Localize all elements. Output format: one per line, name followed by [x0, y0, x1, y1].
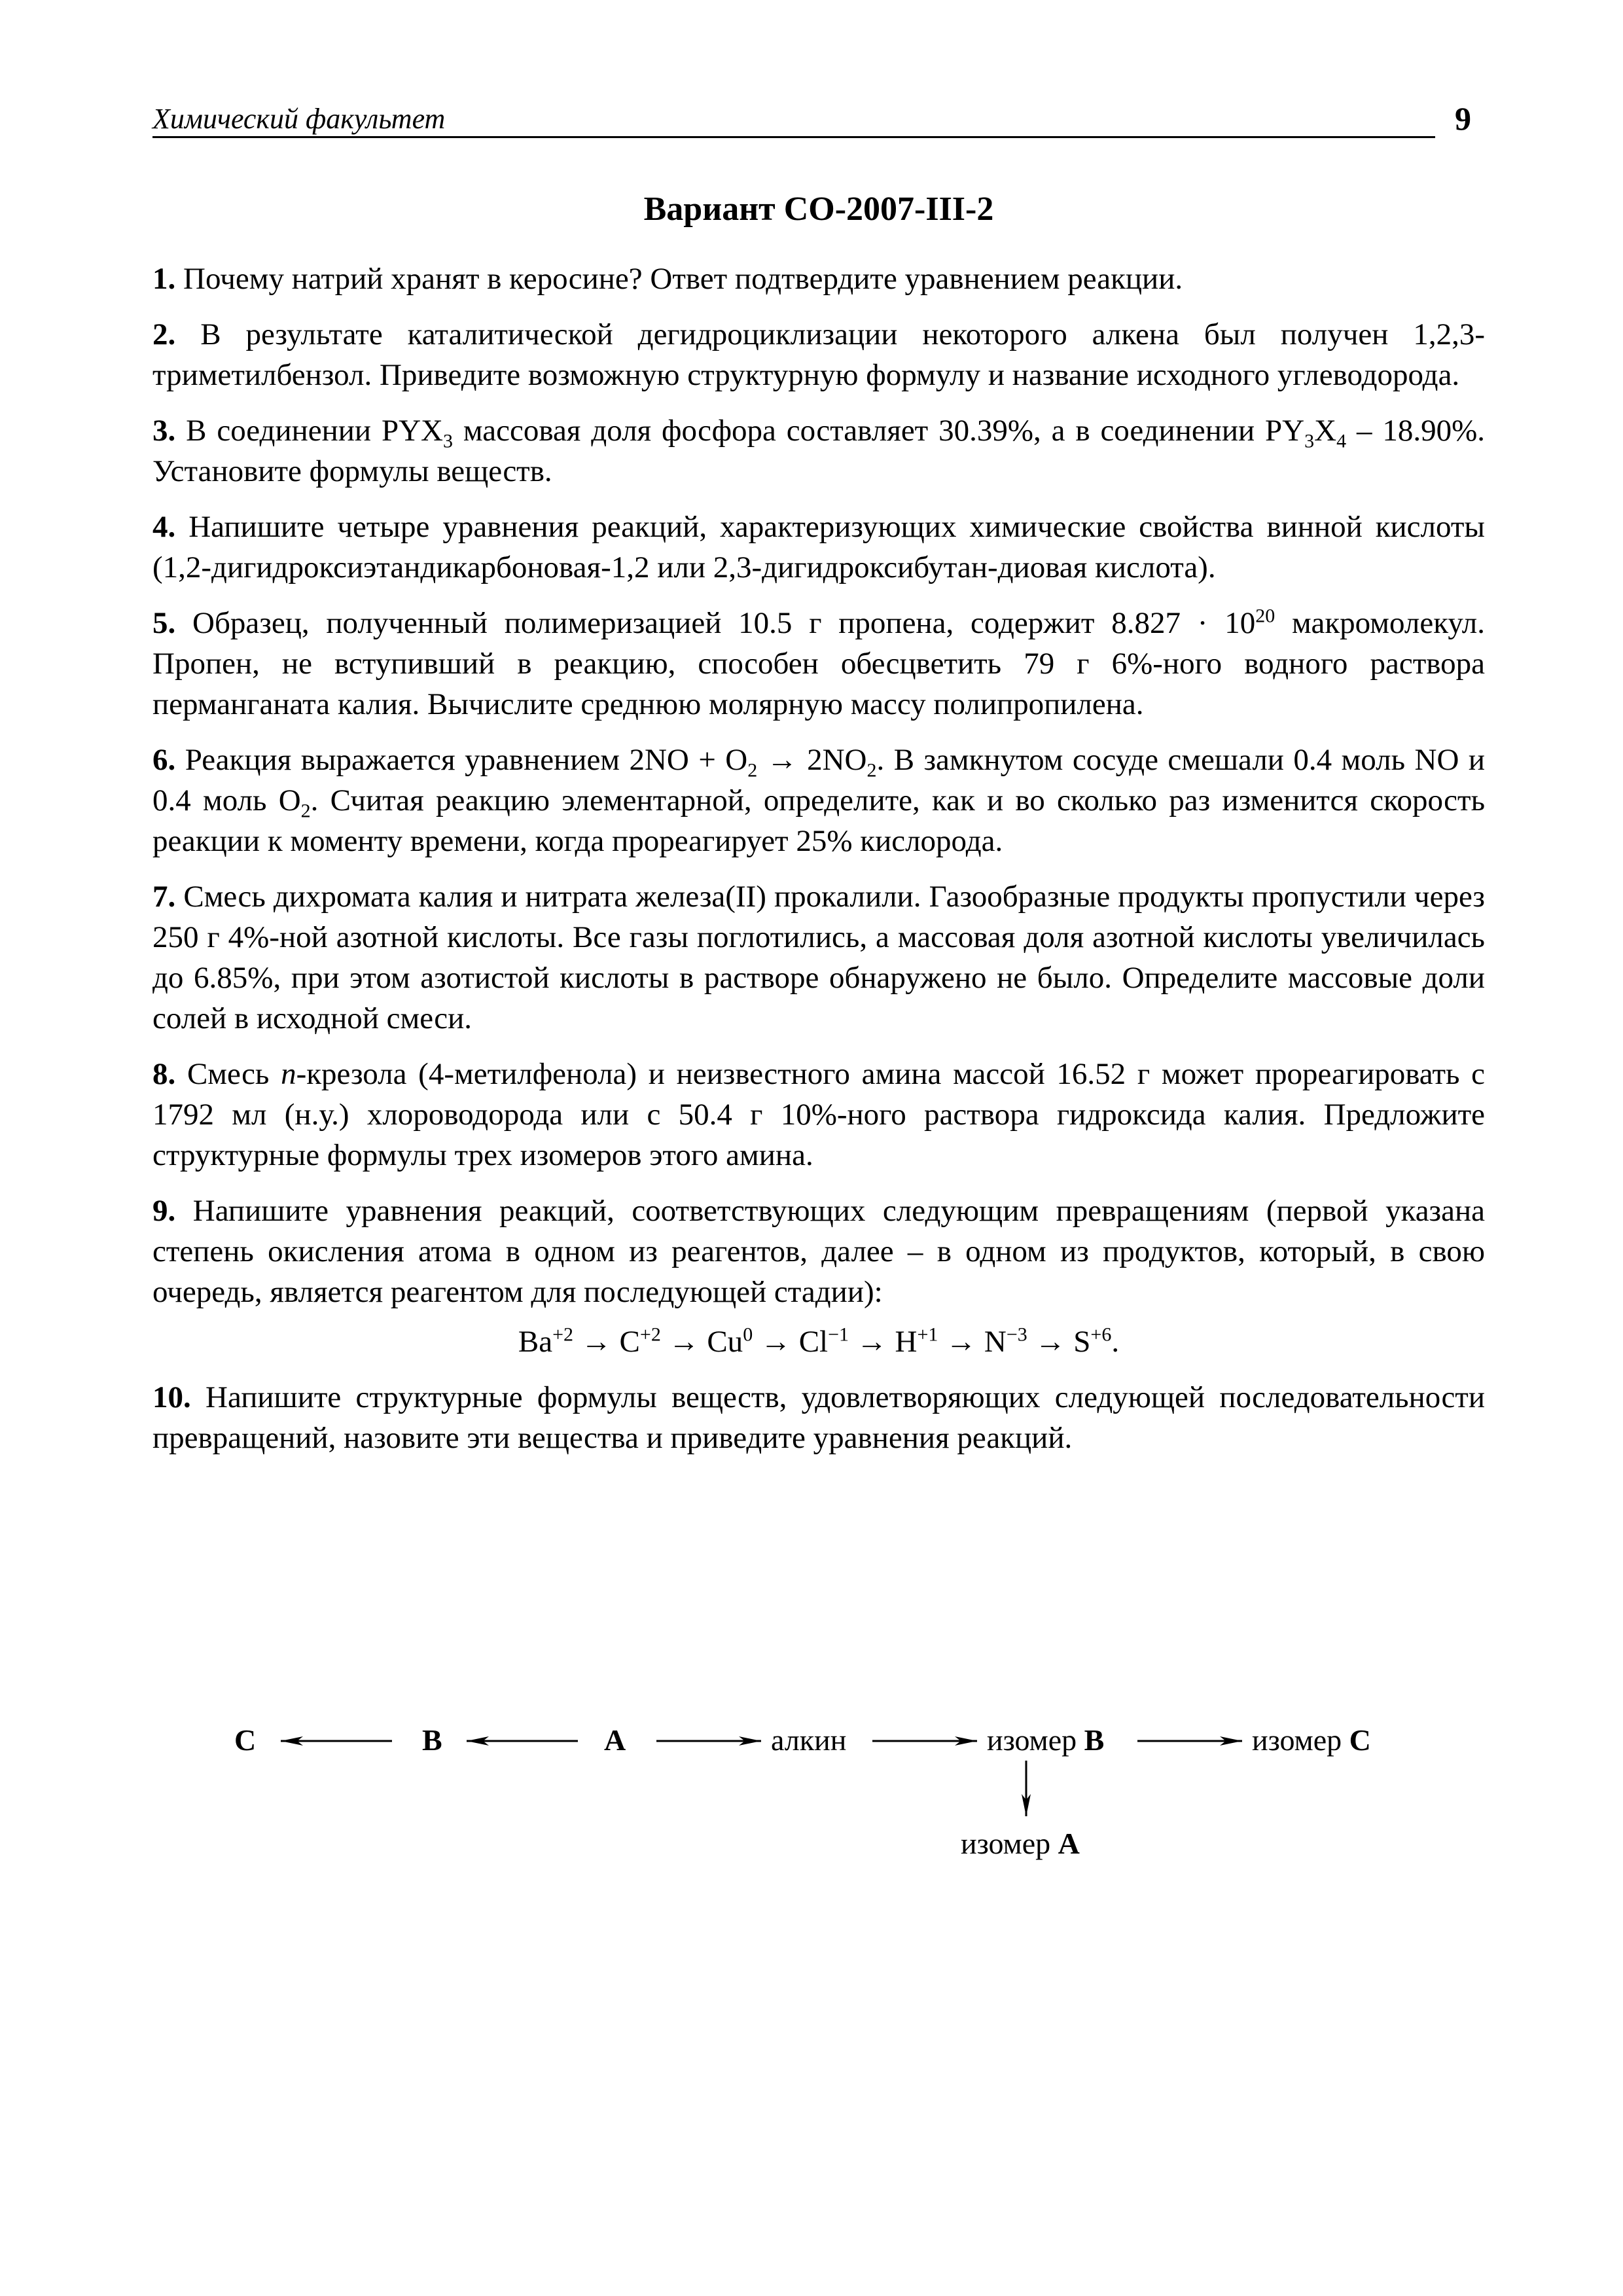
problem-number: 2. [152, 317, 176, 351]
page-number: 9 [1455, 100, 1471, 137]
problem-3 [152, 410, 1485, 492]
problem-number: 8. [152, 1057, 176, 1091]
transformation-scheme [152, 1702, 1485, 1872]
problem-text: Реакция выражается уравнением $2NO + O_2 \to 2NO_2$. В замкнутом сосуде смешали 0.4 моль NO и 0.4 моль $O_2$. Считая реакцию элементарной, определите, как и во сколько раз изменится скорость реакции к моменту времени, когда прореагирует 25% кислорода. [152, 743, 1486, 858]
problem-text: Напишите уравнения реакций, соответствующих следующим превращениям (первой указана степень окисления атома в одном из реагентов, далее – в одном из продуктов, который, в свою очередь, является реагентом для последующей стадии): [152, 1194, 1485, 1309]
problem-number: 9. [152, 1194, 176, 1228]
problem-number: 1. [152, 262, 176, 296]
problem-7 [152, 876, 1485, 1039]
problem-6 [152, 740, 1485, 861]
problem-9 [152, 1191, 1485, 1362]
problem-text: Образец, полученный полимеризацией 10.5 г пропена, содержит $8.827 \cdot 10^{20}$ макромолекул. Пропен, не вступивший в реакцию, способен обесцветить 79 г 6%-ного водного раствора перманганата калия. Вычислите среднюю молярную массу полипропилена. [152, 605, 1485, 721]
isomer-c-label: изомер C [1252, 1723, 1371, 1757]
variant-title: Вариант СО-2007-III-2 [643, 190, 994, 228]
problem-number: 3. [152, 414, 176, 448]
compound-b: B [422, 1723, 442, 1757]
department-name: Химический факультет [152, 103, 446, 135]
oxidation-state-chain: $Ba^{+2} \to C^{+2} \to Cu^0 \to Cl^{-1} \to H^{+1} \to N^{-3} \to S^{+6}$. [518, 1323, 1120, 1359]
problem-text: Почему натрий хранят в керосине? Ответ подтвердите уравнением реакции. [175, 262, 1183, 296]
problem-4 [152, 507, 1485, 588]
problem-text: Смесь п-крезола (4-метилфенола) и неизвестного амина массой 16.52 г может прореагировать с 1792 мл (н.у.) хлороводорода или с 50.4 г 10%-ного раствора гидроксида калия. Предложите структурные формулы трех изомеров этого амина. [152, 1057, 1485, 1172]
problem-text: Смесь дихромата калия и нитрата железа(II) прокалили. Газообразные продукты пропустили через 250 г 4%-ной азотной кислоты. Все газы поглотились, а массовая доля азотной кислоты увеличилась до 6.85%, при этом азотистой кислоты в растворе обнаружено не было. Определите массовые доли солей в исходной смеси. [152, 880, 1485, 1035]
problem-5 [152, 603, 1485, 725]
problem-8 [152, 1054, 1485, 1175]
compound-c: C [234, 1723, 257, 1757]
problem-10 [152, 1377, 1485, 1458]
problem-number: 7. [152, 880, 176, 914]
problem-number: 10. [152, 1380, 191, 1414]
problem-text: Напишите структурные формулы веществ, удовлетворяющих следующей последовательности превращений, назовите эти вещества и приведите уравнения реакций. [152, 1380, 1485, 1455]
problem-text: В соединении $PYX_3$ массовая доля фосфора составляет 30.39%, а в соединении $PY_3X_4 - 18.90\%$. Установите формулы веществ. [152, 414, 1485, 488]
problem-number: 4. [152, 510, 176, 544]
running-header [152, 97, 1485, 139]
compound-a: A [604, 1723, 626, 1757]
problem-number: 5. [152, 606, 176, 640]
alkyne-label: алкин [771, 1723, 847, 1757]
problem-1 [152, 259, 1485, 299]
isomer-a-label: изомер A [961, 1827, 1080, 1860]
header-rule [152, 136, 1435, 138]
isomer-b-label: изомер B [987, 1723, 1105, 1757]
problem-2 [152, 314, 1485, 395]
problem-text: Напишите четыре уравнения реакций, характеризующих химические свойства винной кислоты (1,2-дигидроксиэтандикарбоновая-1,2 или 2,3-дигидроксибутан-диовая кислота). [152, 510, 1485, 584]
problem-number: 6. [152, 743, 176, 777]
problem-list [152, 259, 1485, 1473]
problem-text: В результате каталитической дегидроциклизации некоторого алкена был получен 1,2,3-триметилбензол. Приведите возможную структурную формулу и название исходного углеводорода. [152, 317, 1485, 392]
